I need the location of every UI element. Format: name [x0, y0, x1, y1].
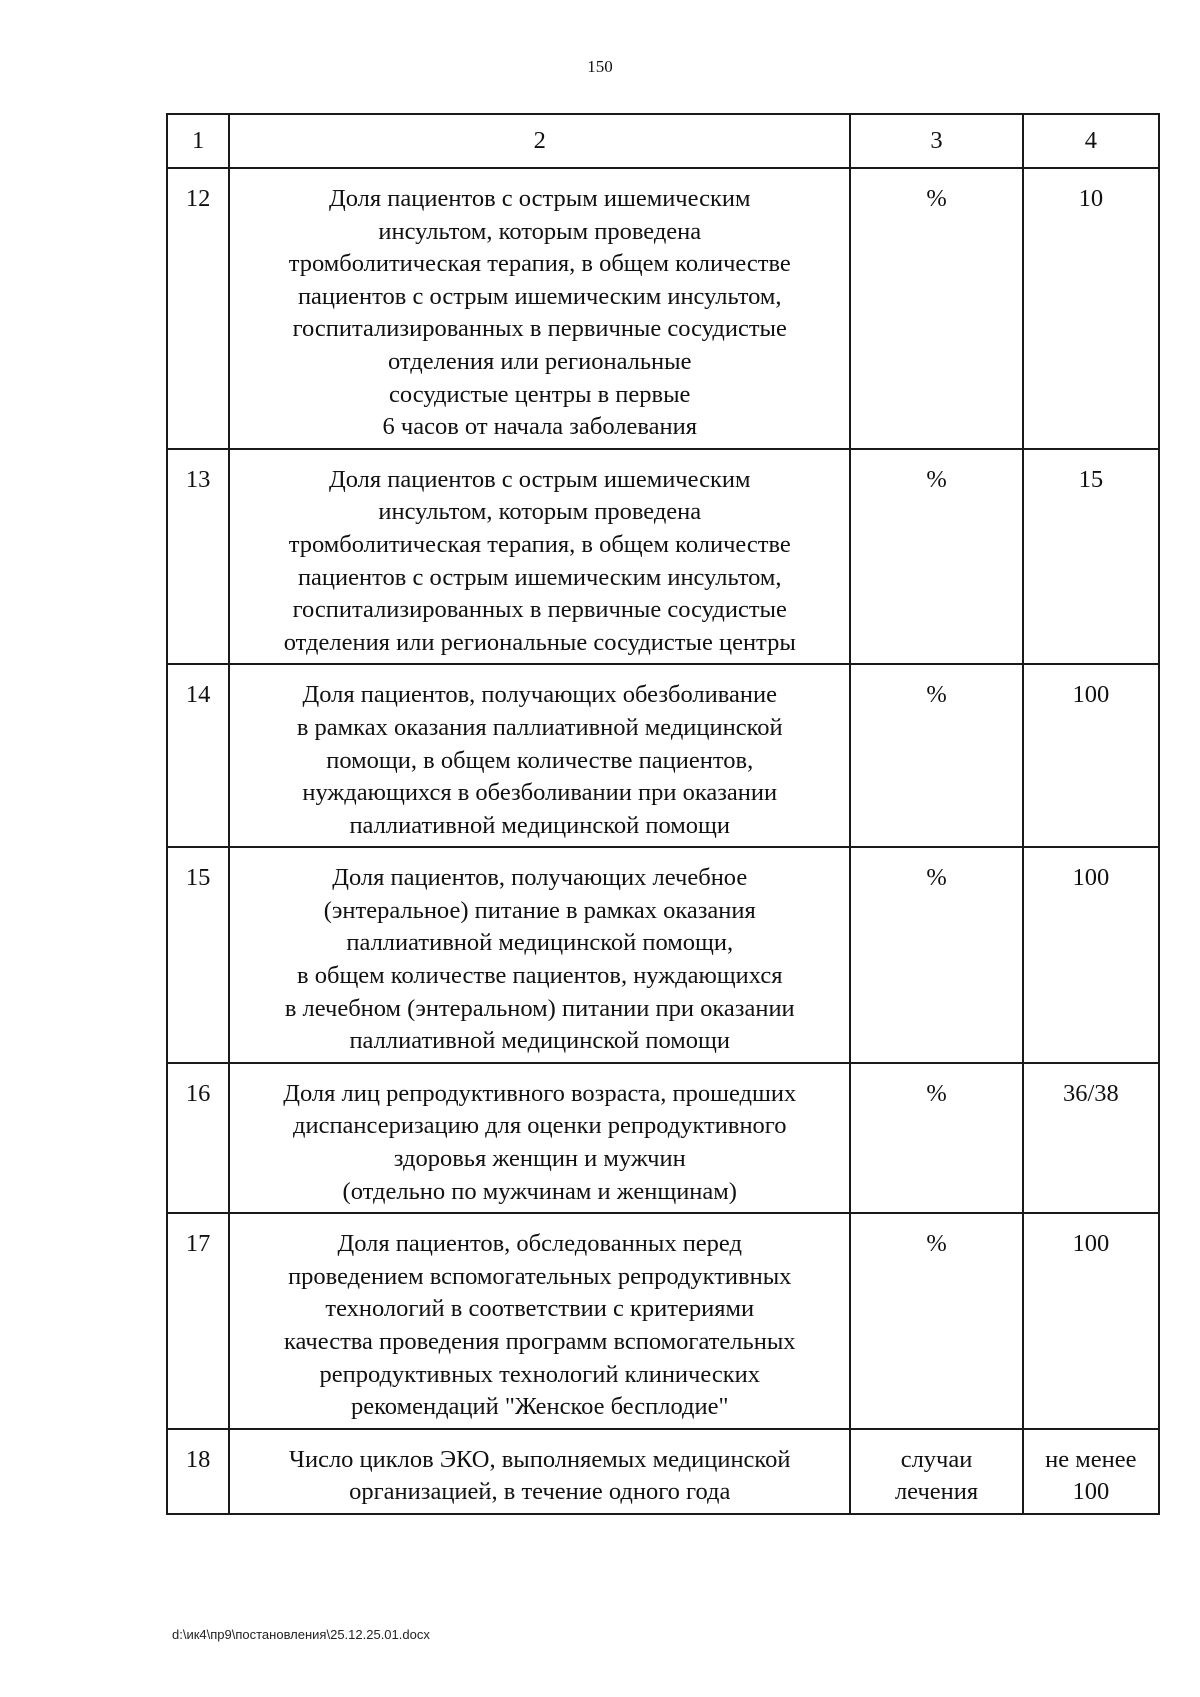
description-line: Доля пациентов с острым ишемическим: [328, 465, 751, 493]
description-line: тромболитическая терапия, в общем количестве: [288, 250, 791, 278]
unit-line: %: [926, 1230, 947, 1258]
row-number-cell: 16: [167, 1063, 229, 1213]
indicator-description-cell: [229, 1429, 850, 1514]
description-line: инсультом, которым проведена: [378, 217, 702, 245]
indicator-description-cell: [229, 664, 850, 847]
description-line: в общем количестве пациентов, нуждающихся: [297, 962, 783, 990]
value-line: 15: [1078, 465, 1104, 493]
indicator-description-cell: [229, 449, 850, 665]
description-line: пациентов с острым ишемическим инсультом,: [297, 563, 782, 591]
description-line: паллиативной медицинской помощи,: [346, 929, 734, 957]
target-value-cell: [1023, 664, 1159, 847]
description-line: 6 часов от начала заболевания: [382, 413, 697, 441]
description-line: госпитализированных в первичные сосудистые: [292, 315, 787, 343]
description-line: технологий в соответствии с критериями: [325, 1295, 755, 1323]
table-header-row: [167, 114, 1159, 168]
unit-cell: [850, 1213, 1022, 1429]
unit-cell: [850, 847, 1022, 1063]
description-line: в рамках оказания паллиативной медицинской: [296, 713, 783, 741]
value-line: 36/38: [1062, 1079, 1119, 1107]
value-line: 100: [1072, 864, 1110, 892]
table-row: [167, 1213, 1159, 1429]
row-number-cell: 14: [167, 664, 229, 847]
indicator-description-cell: [229, 847, 850, 1063]
table-row: [167, 168, 1159, 449]
description-line: отделения или региональные: [387, 347, 692, 375]
description-line: рекомендаций "Женское бесплодие": [351, 1393, 729, 1421]
description-line: диспансеризацию для оценки репродуктивного: [293, 1112, 787, 1140]
description-line: Доля пациентов, обследованных перед: [337, 1230, 742, 1258]
description-line: Доля пациентов, получающих лечебное: [332, 864, 748, 892]
unit-line: %: [926, 185, 947, 212]
description-line: Доля пациентов, получающих обезболивание: [302, 681, 777, 709]
value-line: 100: [1072, 1478, 1110, 1506]
description-line: (отдельно по мужчинам и женщинам): [342, 1177, 737, 1205]
description-line: отделения или региональные сосудистые центры: [283, 628, 796, 656]
row-number-cell: 13: [167, 449, 229, 665]
description-line: Доля пациентов с острым ишемическим: [328, 185, 751, 212]
target-value-cell: [1023, 847, 1159, 1063]
description-line: инсультом, которым проведена: [378, 498, 702, 526]
description-line: организацией, в течение одного года: [349, 1478, 731, 1506]
description-line: госпитализированных в первичные сосудистые: [292, 596, 787, 624]
indicator-description-cell: [229, 168, 850, 449]
unit-cell: [850, 664, 1022, 847]
target-value-cell: [1023, 449, 1159, 665]
row-number-cell: 18: [167, 1429, 229, 1514]
header-cell-4: 4: [1023, 114, 1159, 168]
table-row: [167, 1063, 1159, 1213]
value-line: не менее: [1045, 1445, 1137, 1473]
indicator-description-cell: [229, 1213, 850, 1429]
description-line: паллиативной медицинской помощи: [349, 811, 731, 839]
footer-file-path: d:\ик4\пр9\постановления\25.12.25.01.docx: [172, 1627, 430, 1642]
description-line: (энтеральное) питание в рамках оказания: [323, 896, 756, 924]
value-line: 10: [1078, 185, 1104, 212]
description-line: в лечебном (энтеральном) питании при оказании: [284, 994, 795, 1022]
target-value-cell: [1023, 1429, 1159, 1514]
unit-line: %: [926, 1079, 947, 1107]
header-cell-2: 2: [229, 114, 850, 168]
unit-line: %: [926, 465, 947, 493]
unit-line: %: [926, 864, 947, 892]
target-value-cell: [1023, 168, 1159, 449]
table-row: [167, 664, 1159, 847]
indicator-description-cell: [229, 1063, 850, 1213]
target-value-cell: [1023, 1213, 1159, 1429]
description-line: паллиативной медицинской помощи: [349, 1027, 731, 1055]
description-line: нуждающихся в обезболивании при оказании: [302, 779, 778, 807]
header-cell-1: 1: [167, 114, 229, 168]
unit-line: случаи: [900, 1445, 973, 1473]
description-line: репродуктивных технологий клинических: [319, 1360, 760, 1388]
row-number-cell: 12: [167, 168, 229, 449]
unit-line: %: [926, 681, 947, 709]
table-body: [167, 114, 1159, 1514]
description-line: тромболитическая терапия, в общем количестве: [288, 530, 791, 558]
unit-cell: [850, 1429, 1022, 1514]
value-line: 100: [1072, 1230, 1110, 1258]
page-number: 150: [587, 57, 613, 76]
row-number-cell: 17: [167, 1213, 229, 1429]
description-line: сосудистые центры в первые: [389, 380, 691, 408]
unit-cell: [850, 1063, 1022, 1213]
description-line: Число циклов ЭКО, выполняемых медицинской: [289, 1445, 791, 1473]
row-number-cell: 15: [167, 847, 229, 1063]
indicators-table: [166, 113, 1160, 1515]
table-row: [167, 449, 1159, 665]
table-row: [167, 847, 1159, 1063]
description-line: здоровья женщин и мужчин: [393, 1145, 686, 1173]
description-line: помощи, в общем количестве пациентов,: [326, 746, 754, 774]
target-value-cell: [1023, 1063, 1159, 1213]
description-line: качества проведения программ вспомогательных: [283, 1328, 796, 1355]
unit-line: лечения: [894, 1478, 979, 1506]
value-line: 100: [1072, 681, 1110, 709]
unit-cell: [850, 168, 1022, 449]
header-cell-3: 3: [850, 114, 1022, 168]
description-line: проведением вспомогательных репродуктивных: [288, 1262, 792, 1290]
description-line: пациентов с острым ишемическим инсультом,: [297, 282, 782, 310]
description-line: Доля лиц репродуктивного возраста, прошедших: [283, 1079, 797, 1107]
table-row: [167, 1429, 1159, 1514]
unit-cell: [850, 449, 1022, 665]
